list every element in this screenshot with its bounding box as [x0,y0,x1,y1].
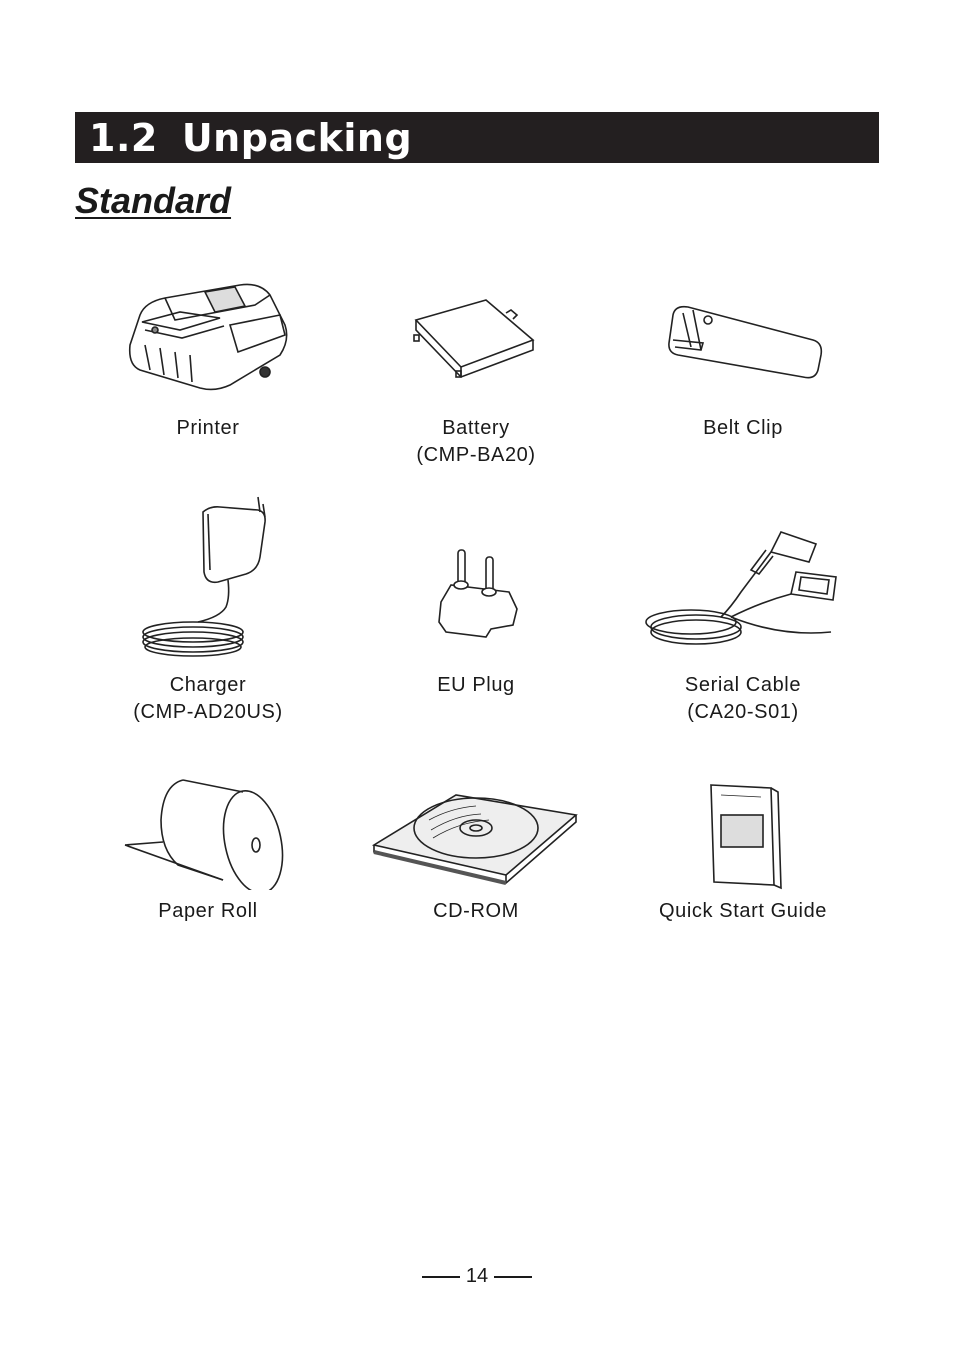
item-label-group [78,672,338,726]
item-label: Battery [442,417,510,439]
charger-icon [138,492,268,667]
item-label: Serial Cable [684,674,802,696]
section-header [75,112,879,163]
item-model: (CMP-AD20US) [133,701,283,723]
eu-plug-icon [431,547,531,647]
item-label-group [346,672,606,699]
serial-cable-icon [641,522,841,662]
quick-start-guide-icon [706,780,786,890]
section-number: 1.2 [89,115,158,160]
item-label: Printer [176,417,240,439]
item-label: Charger [169,674,247,696]
dash-decoration [494,1276,532,1278]
item-label-group [613,672,873,726]
item-label: Quick Start Guide [658,900,828,922]
item-model: (CA20-S01) [687,701,799,723]
cd-rom-icon [371,790,581,890]
item-label-group [346,415,606,469]
item-label: Belt Clip [703,417,783,439]
item-label-group [613,415,873,442]
item-label: CD-ROM [433,900,519,922]
item-label: Paper Roll [158,900,258,922]
battery-icon [411,295,541,380]
subsection-title: Standard [75,180,232,221]
item-label-group [346,898,606,925]
printer-icon [120,260,300,400]
item-label: EU Plug [437,674,515,696]
page-number [0,1265,954,1288]
page-number-text: 14 [465,1265,489,1287]
belt-clip-icon [663,295,828,385]
item-label-group [613,898,873,925]
section-title: Unpacking [181,115,413,160]
dash-decoration [422,1276,460,1278]
item-label-group [78,898,338,925]
paper-roll-icon [123,770,293,890]
item-label-group [78,415,338,442]
item-model: (CMP-BA20) [416,444,536,466]
